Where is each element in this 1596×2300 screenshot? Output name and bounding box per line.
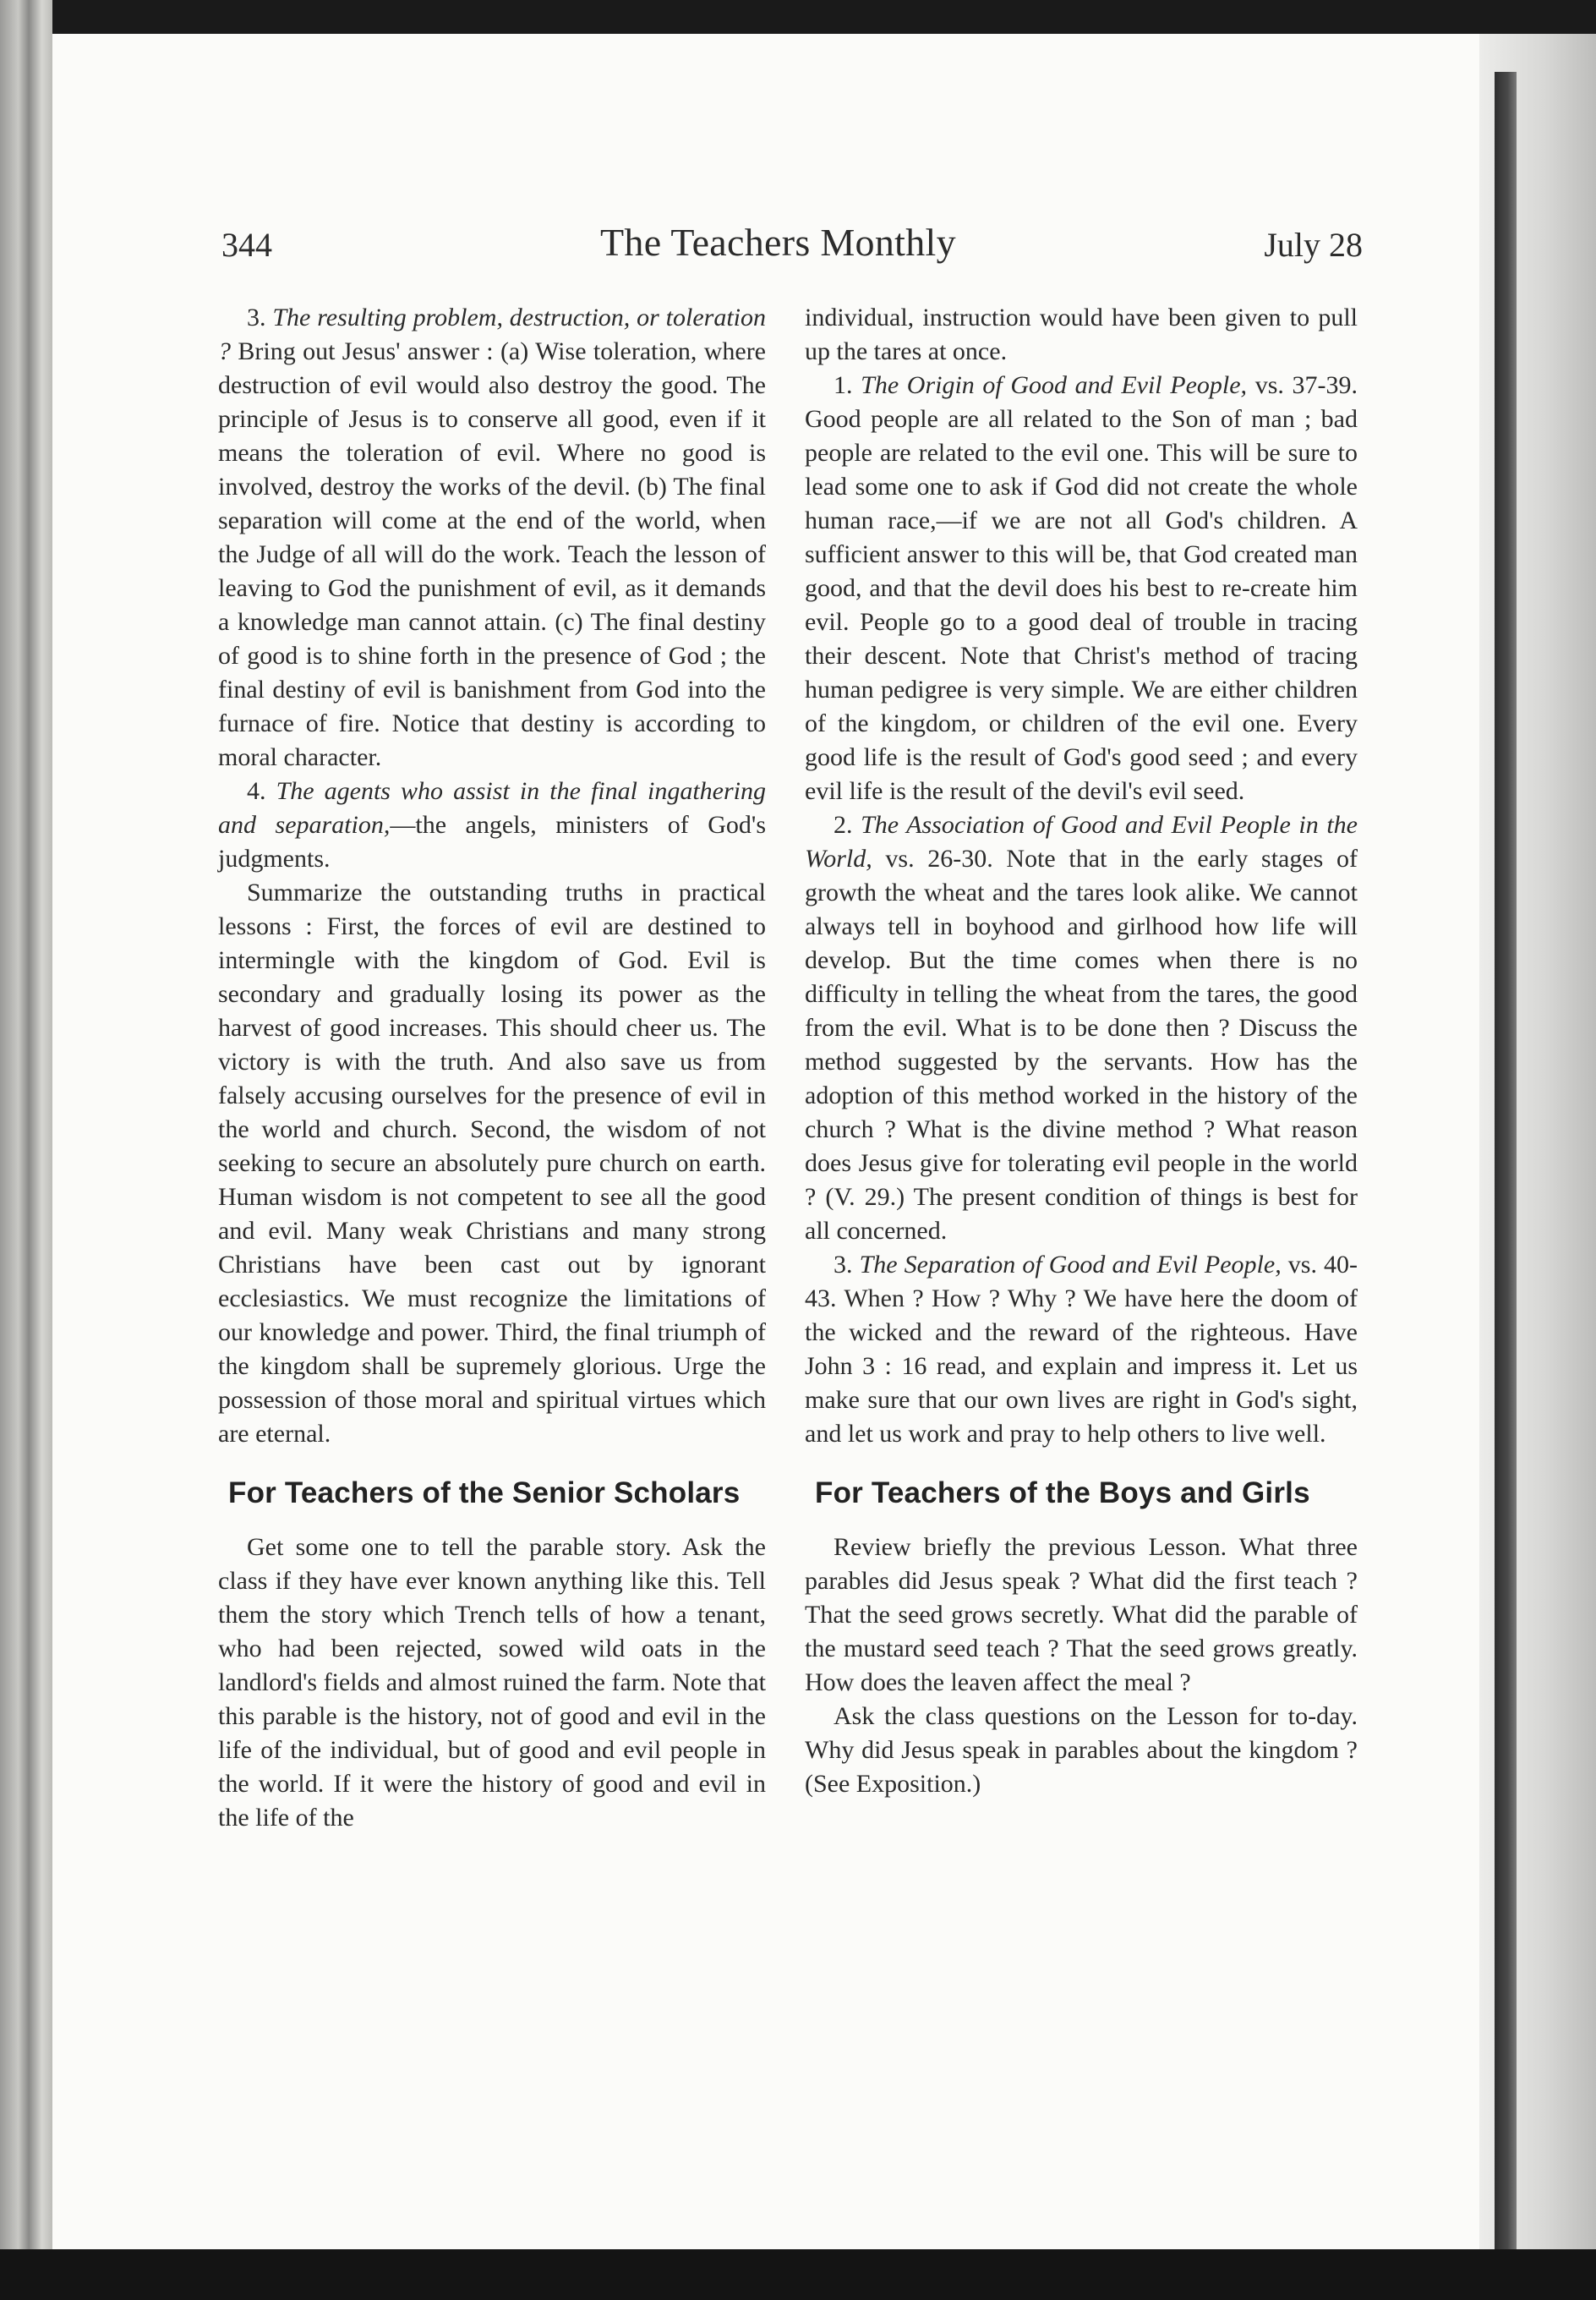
section-heading-senior-scholars: For Teachers of the Senior Scholars — [228, 1476, 741, 1509]
running-title: The Teachers Monthly — [600, 221, 956, 264]
item-title: The Separation of Good and Evil People, — [859, 1251, 1282, 1279]
item-number: 2. — [834, 811, 853, 839]
paragraph-parable-story: Get some one to tell the parable story. Ask the class if they have ever known anything like this. Tell them the story which Trench tells of how a tenant, who had been rejected, sowed wild oats in the landlord's fields and almost ruined the farm. Note that this parable is the history, not of good and evil in the life of the individual, but of good and evil people in the world. If it were the history of good and evil in the life of the — [218, 1533, 766, 1832]
book-edge-left — [0, 0, 52, 2300]
item-text: vs. 37-39. Good people are all related to the Son of man ; bad people are related to the evil one. This will be sure to lead some one to ask if God did not create the whole human race,—if we are not all God's children. A sufficient answer to this will be, that God created man good, and that the devil does his best to re-create him evil. People go to a good deal of trouble in tracing their descent. Note that Christ's method of tracing human pedigree is very simple. We are either children of the kingdom, or children of the evil one. Every good life is the result of God's good seed ; and every evil life is the result of the devil's evil seed. — [805, 371, 1358, 805]
item-title: The agents who assist in the final ingathering and separation, — [218, 777, 767, 839]
scan-background-top — [0, 0, 1596, 34]
paragraph-continuation: individual, instruction would have been given to pull up the tares at once. — [805, 304, 1358, 365]
item-number: 1. — [834, 371, 853, 399]
paragraph-questions: Ask the class questions on the Lesson for to-day. Why did Jesus speak in parables about the kingdom ? (See Exposition.) — [805, 1702, 1358, 1798]
item-title: The Origin of Good and Evil People, — [861, 371, 1248, 399]
page-header — [221, 221, 1363, 276]
item-text: —the angels, ministers of God's judgments. — [218, 811, 766, 873]
paragraph-review: Review briefly the previous Lesson. What three parables did Jesus speak ? What did the first teach ? That the seed grows secretly. What did the parable of the mustard seed teach ? That the seed grows greatly. How does the leaven affect the meal ? — [805, 1533, 1358, 1696]
item-text: Bring out Jesus' answer : (a) Wise toleration, where destruction of evil would also destroy the good. The principle of Jesus is to conserve all good, even if it means the toleration of evil. Where no good is involved, destroy the works of the devil. (b) The final separation will come at the end of the world, when the Judge of all will do the work. Teach the lesson of leaving to God the punishment of evil, as it demands a knowledge man cannot attain. (c) The final destiny of good is to shine forth in the presence of God ; the final destiny of evil is banishment from God into the furnace of fire. Notice that destiny is according to moral character. — [218, 337, 766, 771]
item-number: 4. — [247, 777, 266, 805]
book-edge-right — [1479, 34, 1596, 2249]
paragraph-association — [805, 808, 1358, 1248]
paragraph-agents — [218, 775, 766, 876]
left-column — [218, 301, 766, 1835]
binding-shadow — [1495, 72, 1517, 2249]
paragraph-summary: Summarize the outstanding truths in practical lessons : First, the forces of evil are destined to intermingle with the kingdom of God. Evil is secondary and gradually losing its power as the harvest of good increases. This should cheer us. The victory is with the truth. And also save us from falsely accusing ourselves for the presence of evil in the world and church. Second, the wisdom of not seeking to secure an absolutely pure church on earth. Human wisdom is not competent to see all the good and evil. Many weak Christians and many strong Christians have been cast out by ignorant ecclesiastics. We must recognize the limitations of our knowledge and power. Third, the final triumph of the kingdom shall be supremely glorious. Urge the possession of those moral and spiritual virtues which are eternal. — [218, 879, 766, 1448]
paragraph-origin — [805, 369, 1358, 808]
item-text: vs. 40-43. When ? How ? Why ? We have here the doom of the wicked and the reward of the righteous. Have John 3 : 16 read, and explain and impress it. Let us make sure that our own lives are right in God's sight, and let us work and pray to help others to live well. — [805, 1251, 1358, 1448]
item-number: 3. — [247, 304, 266, 331]
issue-date: July 28 — [1264, 226, 1363, 264]
item-text: vs. 26-30. Note that in the early stages of growth the wheat and the tares look alike. We cannot always tell in boyhood and girlhood how life will develop. But the time comes when there is no difficulty in telling the wheat from the tares, the good from the evil. What is to be done then ? Discuss the method suggested by the servants. How has the adoption of this method worked in the history of the church ? What is the divine method ? What reason does Jesus give for tolerating evil people in the world ? (V. 29.) The present condition of things is best for all concerned. — [805, 845, 1358, 1245]
paragraph-separation — [805, 1248, 1358, 1451]
section-heading-boys-and-girls: For Teachers of the Boys and Girls — [815, 1476, 1310, 1509]
item-title: The Association of Good and Evil People in the World, — [805, 811, 1358, 873]
item-number: 3. — [834, 1251, 853, 1279]
paragraph-toleration — [218, 301, 766, 775]
item-title: The resulting problem, destruction, or toleration ? — [218, 304, 766, 365]
scan-background-bottom — [0, 2249, 1596, 2300]
page-number: 344 — [221, 226, 272, 264]
right-column — [805, 301, 1358, 1801]
